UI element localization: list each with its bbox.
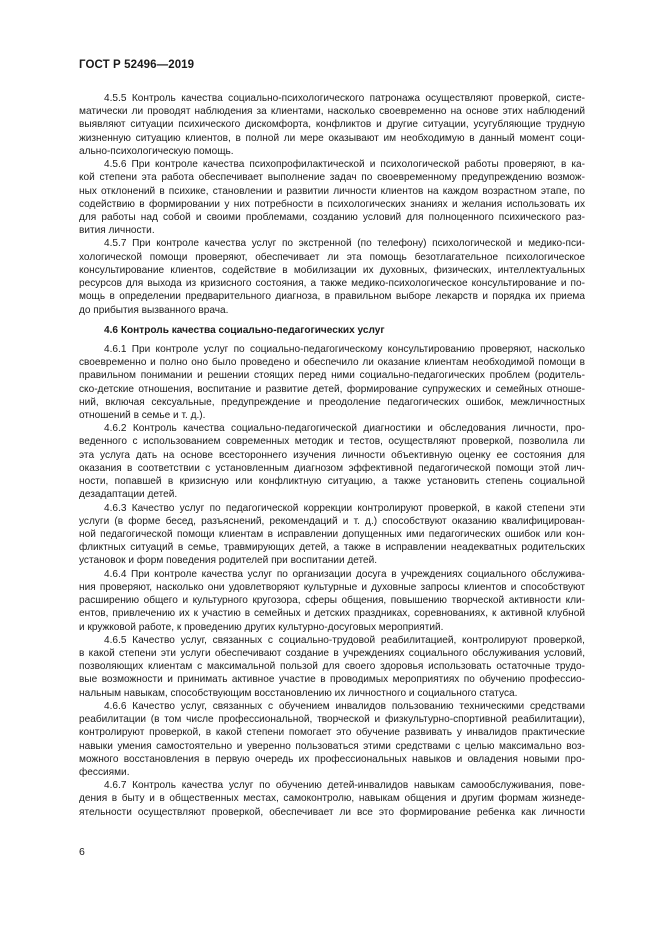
paragraph	[79, 237, 585, 316]
text-line: до прибытия вызванного врача.	[79, 304, 229, 316]
text-line: ско-детские отношения, воспитание и развитие детей, формирование супружеских и семейных отноше-	[79, 383, 585, 395]
text-line: мощь в определении предварительного диагноза, в правильном выборе лекарств и порядка их приема	[79, 291, 585, 303]
text-line: правильном понимании и решении стоящих перед ними социально-педагогических проблем (родитель-	[79, 370, 585, 382]
text-line: 4.5.5 Контроль качества социально-психологического патронажа осуществляют проверкой, систе-	[104, 93, 585, 104]
text-line: услуги (в форме бесед, разъяснений, рекомендаций и т. д.) способствуют оказанию квалифицирован-	[79, 515, 585, 527]
text-line: ально-психологическую помощь.	[79, 145, 234, 157]
text-line: ятельности осуществляют проверкой, обеспечивает ли все это формирование ребенка как личности	[79, 806, 585, 818]
text-line: дезадаптации детей.	[79, 489, 178, 501]
text-line: содействию в формировании у них потребности в психологических знаниях и желания использовать их	[79, 198, 585, 210]
text-line: фессиями.	[79, 766, 130, 778]
text-line: 4.6.3 Качество услуг по педагогической коррекции контролируют проверкой, в какой степени эти	[104, 502, 585, 514]
text-line: кой степени эта работа обеспечивает выполнение задач по своевременному предупреждению возмож-	[79, 172, 585, 184]
text-line: 4.6.2 Контроль качества социально-педагогической диагностики и обследования личности, про-	[104, 423, 585, 435]
text-line: выявляют ситуации психического дискомфорта, конфликтов и другие ситуации, усугубляющие трудную	[79, 119, 585, 131]
text-line: вые возможности и принимать активное участие в проводимых мероприятиях по обучению профессио-	[79, 674, 585, 686]
section-heading: 4.6 Контроль качества социально-педагогических услуг	[104, 324, 385, 336]
text-line: вития личности.	[79, 225, 155, 237]
text-line: контролируют проверкой, в какой степени помогает это обучение развивать у инвалидов практические	[79, 727, 585, 739]
text-line: расширению общего и культурного кругозора, сферы общения, повышению творческой активности кли-	[79, 595, 585, 607]
paragraph	[79, 700, 585, 779]
text-line: позволяющих клиентам с максимальной пользой для своего здоровья использовать остаточные трудо-	[79, 661, 585, 673]
paragraph	[79, 92, 585, 158]
text-line: веденного с использованием современных методик и тестов, осуществляют проверкой, позволила ли	[79, 436, 585, 448]
text-line: 4.6.4 При контроле качества услуг по организации досуга в учреждениях социального обслужива-	[104, 568, 585, 580]
text-line: 4.5.7 При контроле качества услуг по экстренной (по телефону) психологической и медико-пси-	[104, 238, 585, 250]
text-line: консультирование клиентов, содействие в мобилизации их духовных, физических, интеллектуальных	[79, 264, 585, 276]
text-line: 4.6.7 Контроль качества услуг по обучению детей-инвалидов навыкам самообслуживания, пове-	[104, 780, 585, 792]
text-line: ния проверяют, насколько они удовлетворяют культурные и духовные запросы клиентов и способствуют	[79, 581, 585, 593]
text-line: ний, включая сексуальные, предупреждение и преодоление педагогических ошибок, межличностных	[79, 396, 585, 408]
paragraph	[79, 343, 585, 422]
text-line: для работы над собой и своими проблемами, созданию условий для полноценного психического раз-	[79, 211, 585, 223]
text-line: и кружковой работе, к проведению других культурно-досуговых мероприятий.	[79, 621, 444, 633]
paragraph	[79, 568, 585, 634]
text-line: ной педагогической помощи клиентам в исправлении допущенных ими педагогических ошибок или кон-	[79, 529, 585, 540]
text-line: ных отклонений в психике, становлении и развитии личности клиентов на каждом возрастном этапе, по	[79, 185, 585, 197]
text-line: 4.6.5 Качество услуг, связанных с социально-трудовой реабилитацией, контролируют проверкой,	[104, 634, 585, 646]
document-header: ГОСТ Р 52496—2019	[79, 59, 195, 71]
text-line: жизненную ситуацию клиентов, в полной ли мере оказывают им необходимую в данный момент соци-	[79, 132, 585, 144]
text-line: оказания в соответствии с установленным диагнозом эффективной педагогической помощи этой лич-	[79, 462, 585, 474]
text-line: ресурсов для выхода из кризисного состояния, а также медико-психологическое консультирование и по-	[79, 278, 585, 290]
text-line: фликтных ситуаций в семье, травмирующих детей, а также в исправлении неадекватных родительских	[79, 542, 585, 554]
text-line: установок и форм поведения родителей при воспитании детей.	[79, 555, 378, 567]
text-line: 4.6.1 При контроле услуг по социально-педагогическому консультированию проверяют, насколько	[104, 343, 585, 355]
text-line: можного восстановления в первую очередь их профессиональных навыков и овладения новыми про-	[79, 753, 585, 765]
paragraph	[79, 779, 585, 819]
text-line: реабилитации (в том числе профессиональной, творческой и физкультурно-спортивной реабилитации),	[79, 714, 585, 726]
paragraph	[79, 502, 585, 568]
text-line: нальным навыкам, способствующим восстановлению их личностного и социального статуса.	[79, 687, 518, 699]
text-line: дения в быту и в общественных местах, самоконтролю, навыкам общения и другим формам жизнеде-	[79, 793, 585, 805]
paragraph	[79, 634, 585, 700]
document-body	[79, 92, 585, 819]
text-line: матически ли проводят наблюдения за клиентами, насколько своевременно на основе этих наблюдений	[79, 106, 585, 118]
text-line: ентов, привлечению их к участию в семейных и детских праздниках, соревнованиях, к активной клубной	[79, 608, 585, 620]
text-line: 4.6.6 Качество услуг, связанных с обучением инвалидов пользованию техническими средствами	[104, 700, 585, 712]
text-line: своевременно и полно оно было проведено и обеспечило ли оказание клиентам необходимой помощи в	[79, 357, 585, 369]
paragraph	[79, 158, 585, 237]
text-line: эта услуга дать на основе всестороннего изучения личности объективную оценку ее состояния для	[79, 449, 585, 461]
text-line: отношений в семье и т. д.).	[79, 410, 206, 422]
text-line: 4.5.6 При контроле качества психопрофилактической и психологической работы проверяют, в ка-	[104, 159, 585, 171]
text-line: ности, попавшей в кризисную или конфликтную ситуацию, а также установить степень социальной	[79, 476, 585, 488]
text-line: навыки умения самостоятельно и уверенно пользоваться этими средствами с целью максимально воз-	[79, 740, 585, 752]
text-line: хологической помощи проверяют, обеспечивает ли эта помощь безотлагательное психологическое	[79, 251, 585, 263]
page-number: 6	[79, 846, 85, 858]
text-line: в какой степени эти услуги обеспечивают создание в учреждениях социального обслуживания условий,	[79, 647, 585, 659]
paragraph	[79, 422, 585, 501]
